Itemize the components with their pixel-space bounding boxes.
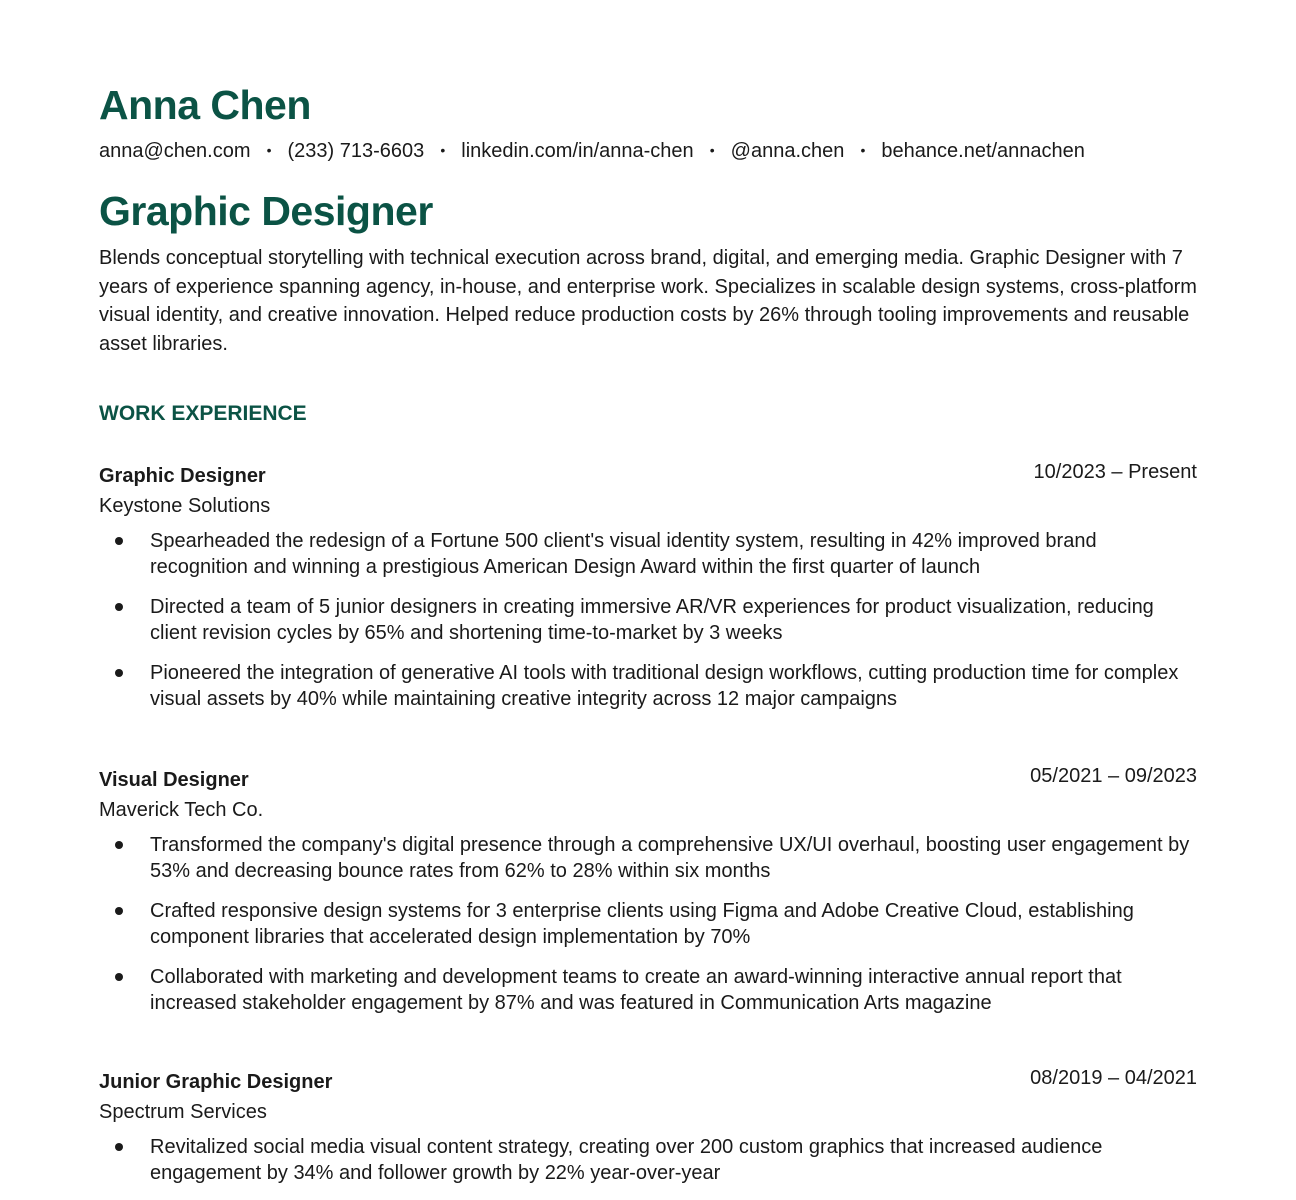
bullet-text: Collaborated with marketing and development teams to create an award-winning interactive annual report that increased stakeholder engagement by 87% and was featured in Communication Arts magazine [150,966,1122,1014]
bullet-dot-icon [115,669,123,677]
contact-phone[interactable]: (233) 713-6603 [287,140,425,162]
contact-separator: • [440,142,446,158]
job-bullets [99,528,1197,726]
professional-title: Graphic Designer [99,188,433,234]
bullet-text: Spearheaded the redesign of a Fortune 500 client's visual identity system, resulting in 42% improved brand recognition and winning a prestigious American Design Award within the first quarter of launch [150,530,1097,578]
contact-separator: • [709,142,715,158]
job-title: Graphic Designer [99,465,266,487]
job-title: Junior Graphic Designer [99,1071,333,1093]
contact-linkedin[interactable]: linkedin.com/in/anna-chen [461,140,694,162]
bullet-item [99,594,1197,646]
bullet-item [99,1134,1197,1186]
candidate-name: Anna Chen [99,82,311,128]
contact-behance[interactable]: behance.net/annachen [881,140,1085,162]
job-dates: 05/2021 – 09/2023 [1030,765,1197,787]
contact-separator: • [860,142,866,158]
bullet-text: Transformed the company's digital presence through a comprehensive UX/UI overhaul, boosting user engagement by 53% and decreasing bounce rates from 62% to 28% within six months [150,834,1190,882]
job-company: Maverick Tech Co. [99,799,264,821]
bullet-item [99,660,1197,712]
bullet-text: Crafted responsive design systems for 3 enterprise clients using Figma and Adobe Creative Cloud, establishing component libraries that accelerated design implementation by 70% [150,900,1134,948]
job-dates: 10/2023 – Present [1033,461,1197,483]
job-bullets [99,1134,1197,1200]
bullet-item [99,898,1197,950]
contact-email[interactable]: anna@chen.com [99,140,251,162]
contact-separator: • [266,142,272,158]
bullet-text: Directed a team of 5 junior designers in creating immersive AR/VR experiences for product visualization, reducing client revision cycles by 65% and shortening time-to-market by 3 weeks [150,596,1154,644]
bullet-dot-icon [115,907,123,915]
bullet-dot-icon [115,1143,123,1151]
bullet-dot-icon [115,973,123,981]
bullet-dot-icon [115,841,123,849]
bullet-text: Pioneered the integration of generative AI tools with traditional design workflows, cutting production time for complex visual assets by 40% while maintaining creative integrity across 12 major campaigns [150,662,1179,710]
professional-summary: Blends conceptual storytelling with technical execution across brand, digital, and emerging media. Graphic Designer with 7 years of experience spanning agency, in-house, and enterprise work. Specializes in scalable design systems, cross-platform visual identity, and creative innovation. Helped reduce production costs by 26% through tooling improvements and reusable asset libraries. [99,247,1197,355]
section-heading-work-experience: WORK EXPERIENCE [99,402,307,425]
contact-handle[interactable]: @anna.chen [730,140,845,162]
bullet-text: Revitalized social media visual content strategy, creating over 200 custom graphics that increased audience engagement by 34% and follower growth by 22% year-over-year [150,1136,1103,1184]
job-bullets [99,832,1197,1030]
bullet-dot-icon [115,537,123,545]
contact-line [99,138,1085,163]
job-dates: 08/2019 – 04/2021 [1030,1067,1197,1089]
bullet-item [99,832,1197,884]
bullet-item [99,964,1197,1016]
job-title: Visual Designer [99,769,249,791]
job-company: Keystone Solutions [99,495,271,517]
job-company: Spectrum Services [99,1101,267,1123]
bullet-item [99,528,1197,580]
bullet-dot-icon [115,603,123,611]
